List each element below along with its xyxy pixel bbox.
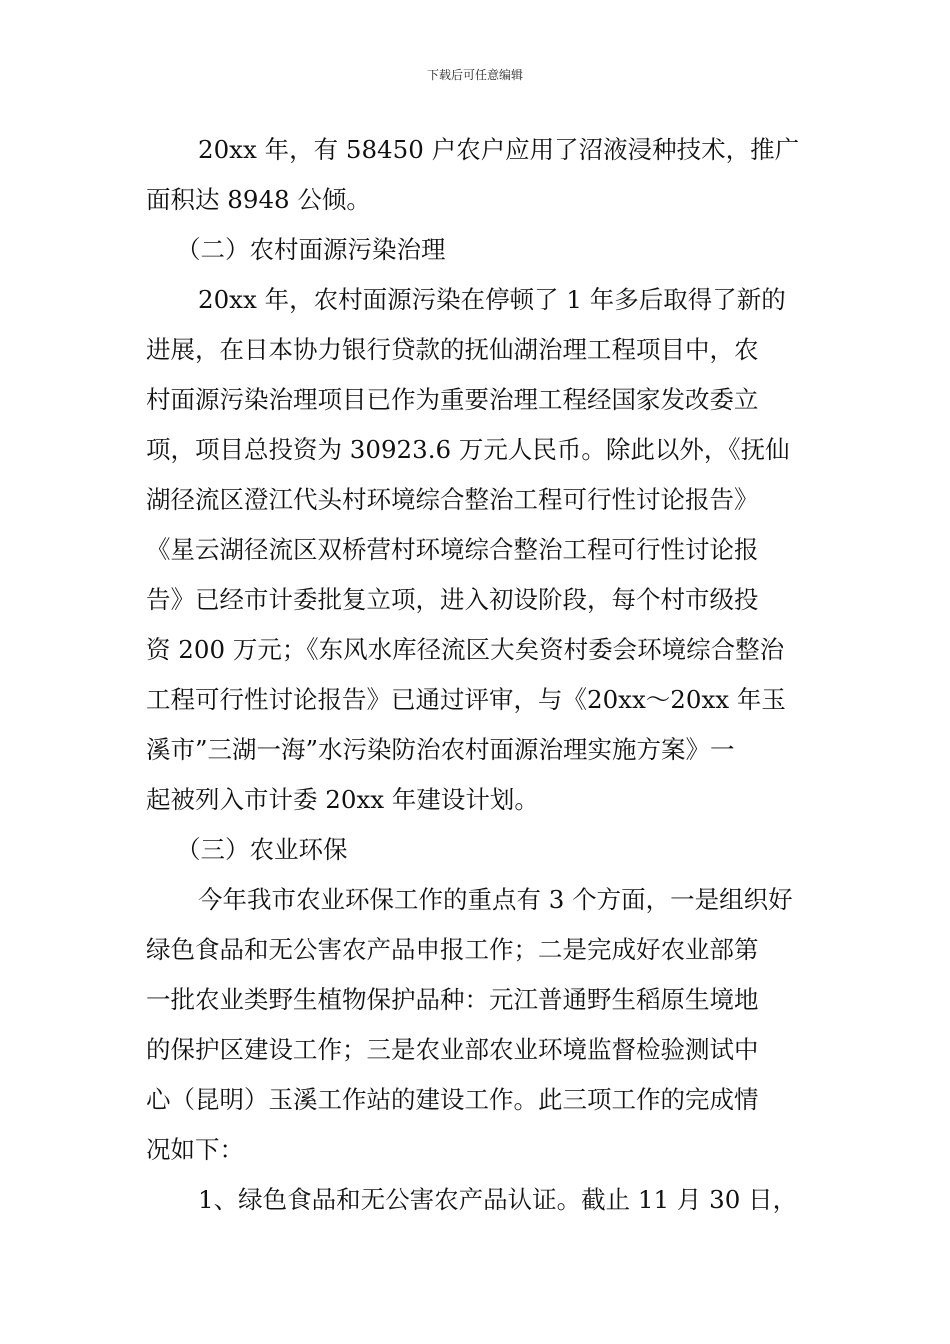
text-line: 心（昆明）玉溪工作站的建设工作。此三项工作的完成情 [146,1085,759,1114]
text-line: 告》已经市计委批复立项，进入初设阶段，每个村市级投 [146,585,759,614]
text-line: 《星云湖径流区双桥营村环境综合整治工程可行性讨论报 [146,535,759,564]
text-line: 进展，在日本协力银行贷款的抚仙湖治理工程项目中，农 [146,335,759,364]
text-line: 绿色食品和无公害农产品申报工作；二是完成好农业部第 [146,935,759,964]
text-line: 20xx 年，有 58450 户农户应用了沼液浸种技术，推广 [198,135,800,164]
text-line: 况如下： [146,1135,244,1164]
text-line: 面积达 8948 公倾。 [146,185,371,214]
text-line: 项，项目总投资为 30923.6 万元人民币。除此以外，《抚仙 [146,435,790,464]
text-line: 的保护区建设工作；三是农业部农业环境监督检验测试中 [146,1035,759,1064]
section-heading: （三）农业环保 [176,835,348,864]
text-line: 一批农业类野生植物保护品种：元江普通野生稻原生境地 [146,985,759,1014]
text-line: 工程可行性讨论报告》已通过评审，与《20xx～20xx 年玉 [146,685,786,714]
text-line: 溪市”三湖一海”水污染防治农村面源治理实施方案》一 [146,735,735,764]
text-line: 资 200 万元；《东风水库径流区大矣资村委会环境综合整治 [146,635,785,664]
page-header: 下载后可任意编辑 [426,68,523,82]
text-line: 湖径流区澄江代头村环境综合整治工程可行性讨论报告》 [146,485,759,514]
section-heading: （二）农村面源污染治理 [176,235,446,264]
text-line: 1、绿色食品和无公害农产品认证。截止 11 月 30 日， [198,1185,798,1214]
text-line: 村面源污染治理项目已作为重要治理工程经国家发改委立 [146,385,759,414]
text-line: 今年我市农业环保工作的重点有 3 个方面，一是组织好 [198,885,793,914]
text-line: 20xx 年，农村面源污染在停顿了 1 年多后取得了新的 [198,285,786,314]
text-line: 起被列入市计委 20xx 年建设计划。 [146,785,539,814]
